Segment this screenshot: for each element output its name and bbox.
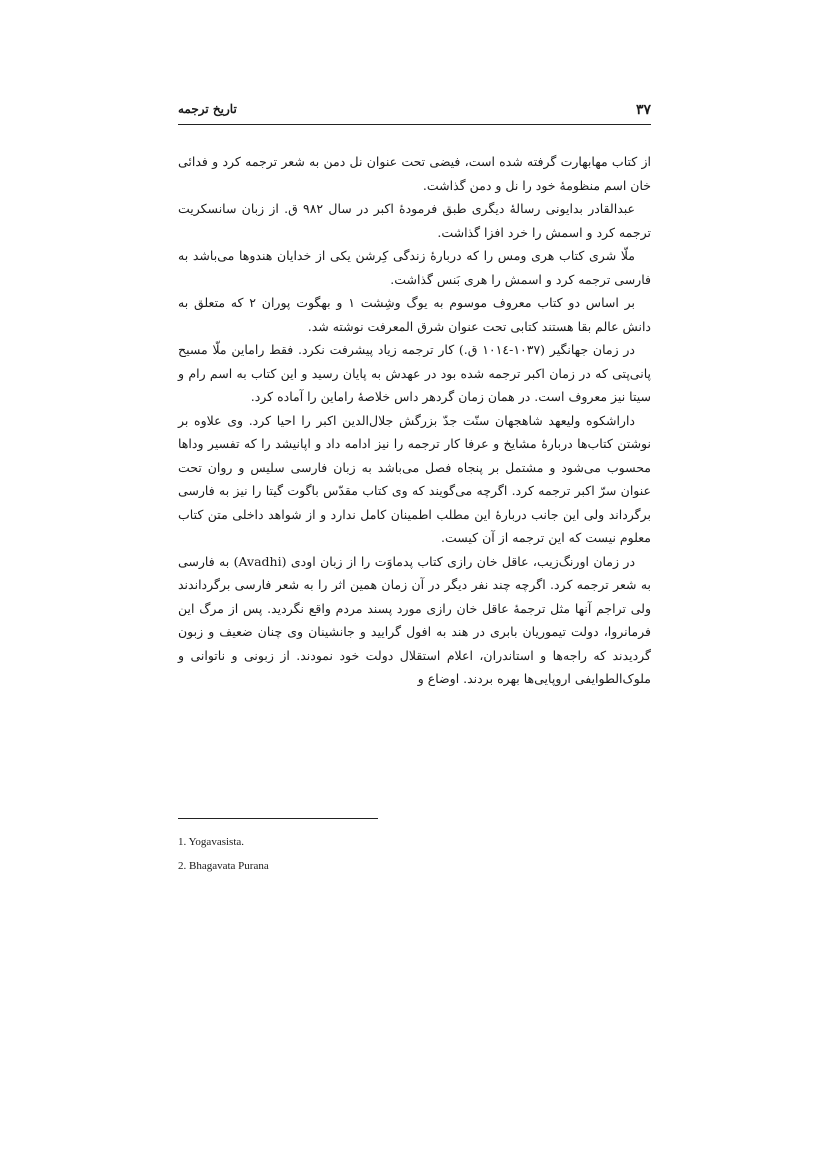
footnote-item: 2. Bhagavata Purana [178, 860, 269, 872]
paragraph: بر اساس دو کتاب معروف موسوم به یوگ وشِشت ۱ و بهگوت پوران ۲ که متعلق به دانش عالم بقا هستند کتابی تحت عنوان شرق المعرفت نوشته شد. [178, 295, 651, 334]
page-number: ۳۷ [635, 102, 651, 118]
footnote-item: 1. Yogavasista. [178, 836, 245, 848]
paragraph: در زمان اورنگ‌زیب، عاقل خان رازی کتاب پدماوَت را از زبان اودی (Avadhi) به فارسی به شعر ترجمه کرد. اگرچه چند نفر دیگر در آن زمان همین اثر را به شعر فارسی برگرداندند ولی تراجم آنها مثل ترجمهٔ عاقل خان رازی مورد پسند مردم واقع نگردید. پس از مرگ این فرمانروا، دولت تیموریان بابری در هند به افول گرایید و جانشینان وی چنان ضعیف و زبون گردیدند که راجه‌ها و استاندران، اعلام استقلال دولت خود نمودند. از زبونی و ناتوانی و ملوک‌الطوایفی اروپایی‌ها بهره بردند. اوضاع و [178, 553, 651, 686]
running-header [178, 100, 651, 125]
paragraph: ملّا شری کتاب هری ومس را که دربارهٔ زندگی کِرشن یکی از خدایان هندوها می‌باشد به فارسی ترجمه کرد و اسمش را هری بَنس گذاشت. [178, 248, 651, 287]
running-title: تاریخ ترجمه [178, 102, 237, 116]
paragraph: داراشکوه ولیعهد شاهجهان سنّت جدّ بزرگش جلال‌الدین اکبر را احیا کرد. وی علاوه بر نوشتن کتاب‌ها دربارهٔ مشایخ و عرفا کار ترجمه را نیز ادامه داد و اپانیشد را که تفسیر وداها محسوب می‌شود و مشتمل بر پنجاه فصل می‌باشد به زبان فارسی سلیس و روان تحت عنوان سرّ اکبر ترجمه کرد. اگرچه می‌گویند که وی کتاب مقدّس باگوت گیتا را نیز به فارسی برگرداند ولی این جانب دربارهٔ این مطلب اطمینان کامل ندارد و از شواهد داخلی متن کتاب معلوم نیست که این ترجمه از آن کیست. [178, 412, 651, 545]
footnotes [178, 830, 478, 878]
body-text [178, 150, 651, 691]
paragraph: عبدالقادر بدایونی رسالهٔ دیگری طبق فرمودهٔ اکبر در سال ۹۸۲ ق. از زبان سانسکریت ترجمه کرد و اسمش را خرد افزا گذاشت. [178, 201, 651, 240]
paragraph: در زمان جهانگیر (۱۰۳۷-۱۰۱٤ ق.) کار ترجمه زیاد پیشرفت نکرد. فقط راماین ملّا مسیح پانی‌پتی که در زمان اکبر ترجمه شده بود در عهدش به پایان رسید و این کتاب به اسم رام و سیتا نیز معروف است. در همان زمان گردهر داس خلاصهٔ راماین را آماده کرد. [178, 342, 651, 404]
paragraph: از کتاب مهابهارت گرفته شده است، فیضی تحت عنوان نل دمن به شعر ترجمه کرد و فدائی خان اسم منظومهٔ خود را نل و دمن گذاشت. [178, 154, 651, 193]
footnote-divider [178, 818, 378, 819]
